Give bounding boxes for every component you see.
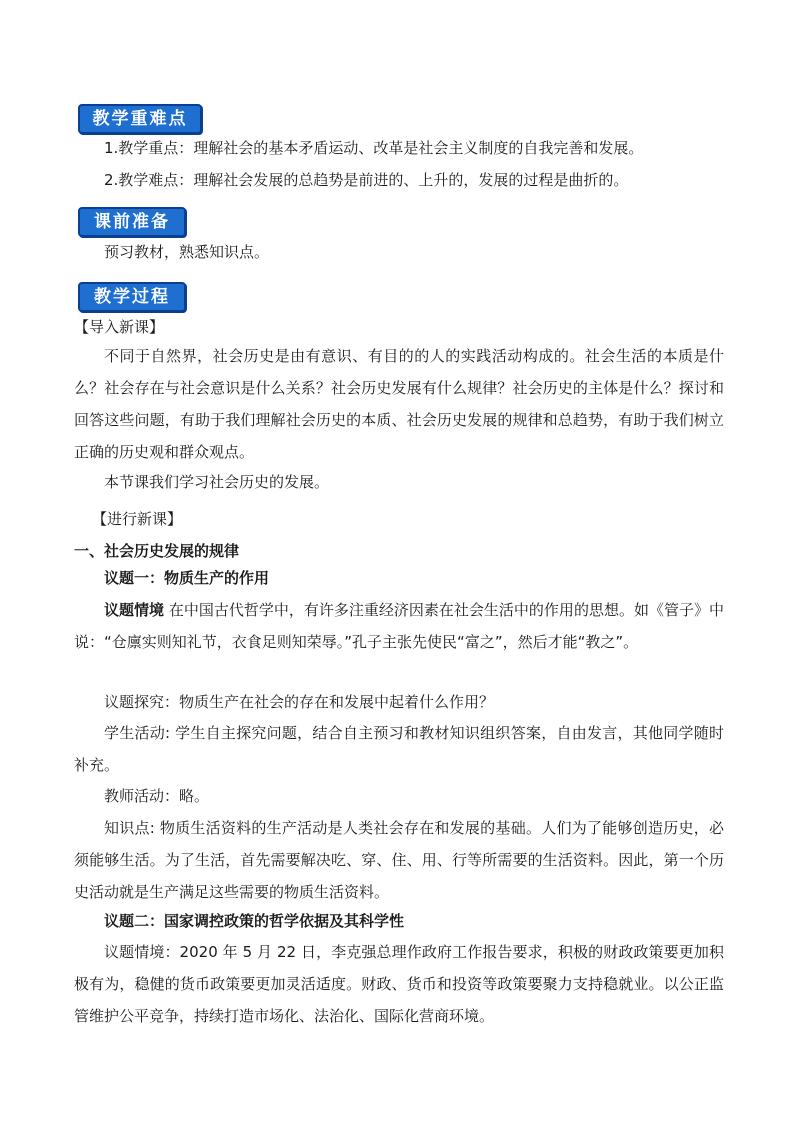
key-points-badge: 教学重难点: [78, 104, 202, 134]
process-badge: 教学过程: [78, 282, 186, 312]
topic-1-knowledge: 知识点: 物质生活资料的生产活动是人类社会存在和发展的基础。人们为了能够创造历史，必须能够生活。为了生活，首先需要解决吃、穿、住、用、行等所需要的生活资料。因此，第一个历史活动就是生产满足这些需要的物质生活资料。: [74, 819, 724, 901]
topic-1-situation-text: 在中国古代哲学中，有许多注重经济因素在社会生活中的作用的思想。如《管子》中说：“仓廪实则知礼节，衣食足则知荣辱。”孔子主张先使民“富之”，然后才能“教之”。: [74, 601, 724, 651]
intro-paragraph: 不同于自然界，社会历史是由有意识、有目的的人的实践活动构成的。社会生活的本质是什么？社会存在与社会意识是什么关系？社会历史发展有什么规律？社会历史的主体是什么？探讨和回答这些问题，有助于我们理解社会历史的本质、社会历史发展的规律和总趋势，有助于我们树立正确的历史观和群众观点。: [74, 347, 724, 461]
topic-1-situation: [74, 594, 724, 658]
topic-2-situation: 议题情境：2020 年 5 月 22 日，李克强总理作政府工作报告要求，积极的财政政策要更加积极有为，稳健的货币政策要更加灵活适度。财政、货币和投资等政策要聚力支持稳就业。以公正监管维护公平竞争，持续打造市场化、法治化、国际化营商环境。: [74, 943, 724, 1025]
topic-1-inquiry: 议题探究：物质生产在社会的存在和发展中起着什么作用？: [104, 693, 495, 711]
preparation-badge: 课前准备: [78, 207, 186, 237]
new-lesson-heading: 【进行新课】: [92, 510, 183, 528]
key-point-1: 1.教学重点：理解社会的基本矛盾运动、改革是社会主义制度的自我完善和发展。: [104, 139, 644, 157]
intro-heading: 【导入新课】: [74, 318, 165, 336]
topic-1-teacher-activity: 教师活动：略。: [104, 787, 210, 805]
intro-lesson-line: 本节课我们学习社会历史的发展。: [104, 473, 330, 491]
preparation-text: 预习教材，熟悉知识点。: [104, 243, 270, 261]
topic-1-situation-label: 议题情境: [104, 601, 165, 619]
topic-2-title: 议题二：国家调控政策的哲学依据及其科学性: [104, 912, 405, 930]
topic-1-title: 议题一：物质生产的作用: [104, 569, 270, 587]
topic-1-student-activity: 学生活动: 学生自主探究问题，结合自主预习和教材知识组织答案，自由发言，其他同学随时补充。: [74, 724, 724, 774]
key-point-2: 2.教学难点：理解社会发展的总趋势是前进的、上升的，发展的过程是曲折的。: [104, 171, 629, 189]
section-1-heading: 一、社会历史发展的规律: [74, 542, 240, 560]
